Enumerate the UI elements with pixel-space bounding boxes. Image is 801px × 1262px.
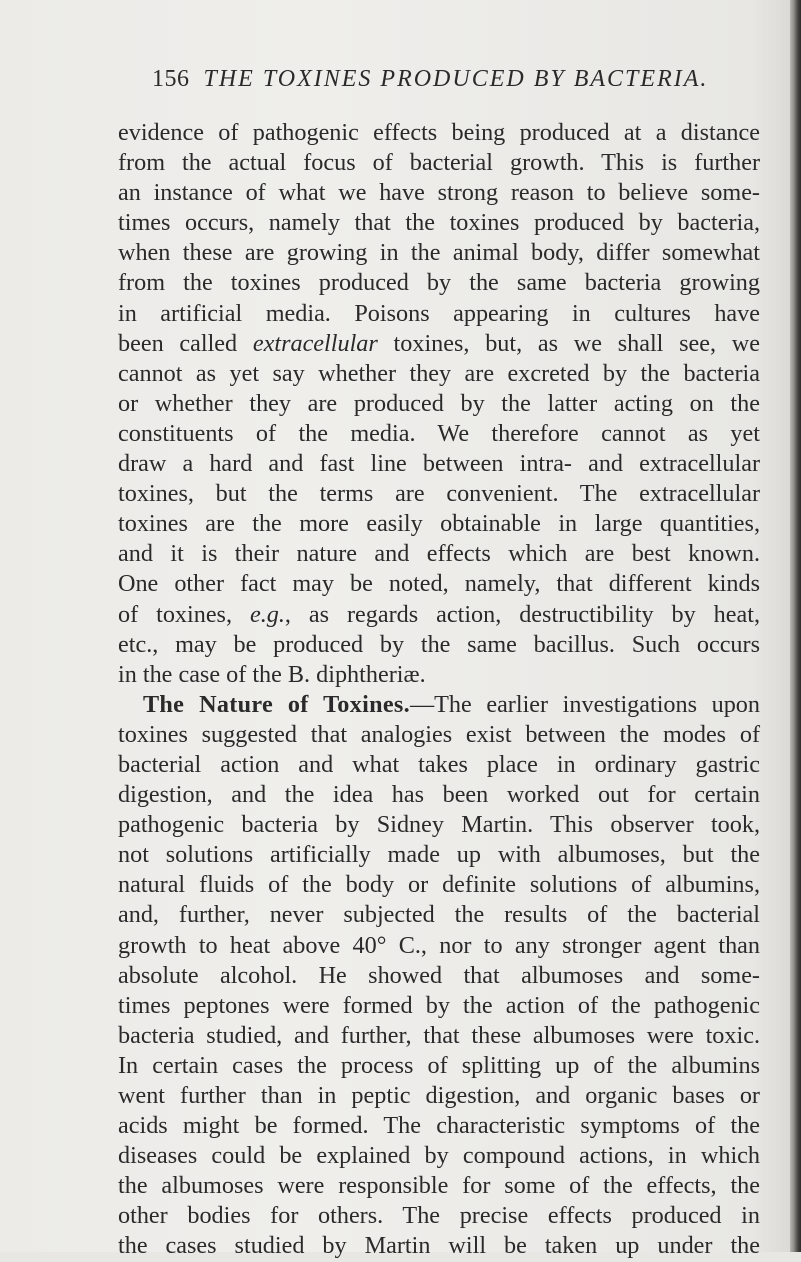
text-line: pathogenic bacteria by Sidney Martin. This observer took, (118, 811, 760, 839)
text-line: bacterial action and what takes place in ordinary gastric (118, 750, 760, 778)
text-line: in artificial media. Poisons appearing in cultures have (118, 299, 760, 327)
text-line: and, further, never subjected the results of the bacterial (118, 901, 760, 929)
text-line: the albumoses were responsible for some of the effects, the (118, 1172, 760, 1200)
text-line: One other fact may be noted, namely, that different kinds (118, 570, 760, 598)
text-line: In certain cases the process of splitting up of the albumins (118, 1051, 760, 1079)
text-line: natural fluids of the body or definite solutions of albumins, (118, 871, 760, 899)
text-line: toxines suggested that analogies exist between the modes of (118, 720, 760, 748)
text-line: digestion, and the idea has been worked out for certain (118, 781, 760, 809)
text-line: not solutions artificially made up with albumoses, but the (118, 841, 760, 869)
text-fragment: been called (118, 329, 253, 357)
text-line (118, 329, 760, 359)
italic-term: extracellular (252, 329, 378, 357)
text-line: toxines are the more easily obtainable in large quantities, (118, 510, 760, 538)
page-edge-shadow (790, 0, 801, 1252)
text-line: times occurs, namely that the toxines produced by bacteria, (118, 209, 760, 237)
text-line: and it is their nature and effects which are best known. (118, 540, 760, 568)
text-line: cannot as yet say whether they are excreted by the bacteria (118, 359, 760, 387)
text-line: when these are growing in the animal body, differ somewhat (118, 239, 760, 267)
text-line: an instance of what we have strong reason to believe some- (118, 179, 760, 207)
text-line: from the actual focus of bacterial growth. This is further (118, 149, 760, 177)
text-line: in the case of the B. diphtheriæ. (118, 660, 426, 688)
running-header (152, 66, 708, 93)
italic-term: e.g. (249, 600, 285, 628)
text-line: growth to heat above 40° C., nor to any stronger agent than (118, 931, 760, 959)
text-line: from the toxines produced by the same bacteria growing (118, 269, 760, 297)
text-line: diseases could be explained by compound actions, in which (118, 1142, 760, 1170)
text-line: evidence of pathogenic effects being produced at a distance (118, 119, 760, 146)
text-fragment: , as regards action, destructibility by heat, (284, 600, 760, 628)
text-fragment: of toxines, (118, 600, 250, 628)
text-line: etc., may be produced by the same bacillus. Such occurs (118, 630, 760, 658)
text-line: times peptones were formed by the action of the pathogenic (118, 991, 760, 1019)
text-line: constituents of the media. We therefore cannot as yet (118, 419, 760, 447)
text-line: draw a hard and fast line between intra- and extracellular (118, 450, 760, 478)
page-number: 156 (152, 66, 190, 92)
text-line: the cases studied by Martin will be taken up under the (118, 1232, 760, 1260)
text-fragment: —The earlier investigations upon (409, 690, 760, 718)
text-line (118, 600, 760, 630)
text-line: or whether they are produced by the latter acting on the (118, 389, 760, 417)
running-title: THE TOXINES PRODUCED BY BACTERIA. (203, 66, 709, 92)
text-line: other bodies for others. The precise effects produced in (118, 1202, 760, 1230)
text-line: went further than in peptic digestion, and organic bases or (118, 1082, 760, 1109)
section-heading: The Nature of Toxines. (143, 690, 410, 718)
text-line: acids might be formed. The characteristic symptoms of the (118, 1112, 760, 1140)
text-line (118, 690, 760, 720)
text-fragment: toxines, but, as we shall see, we (377, 329, 760, 357)
text-line: bacteria studied, and further, that these albumoses were toxic. (118, 1021, 760, 1049)
text-line: toxines, but the terms are convenient. The extracellular (118, 480, 760, 508)
body-text (118, 118, 760, 1262)
text-line: absolute alcohol. He showed that albumoses and some- (118, 961, 760, 989)
